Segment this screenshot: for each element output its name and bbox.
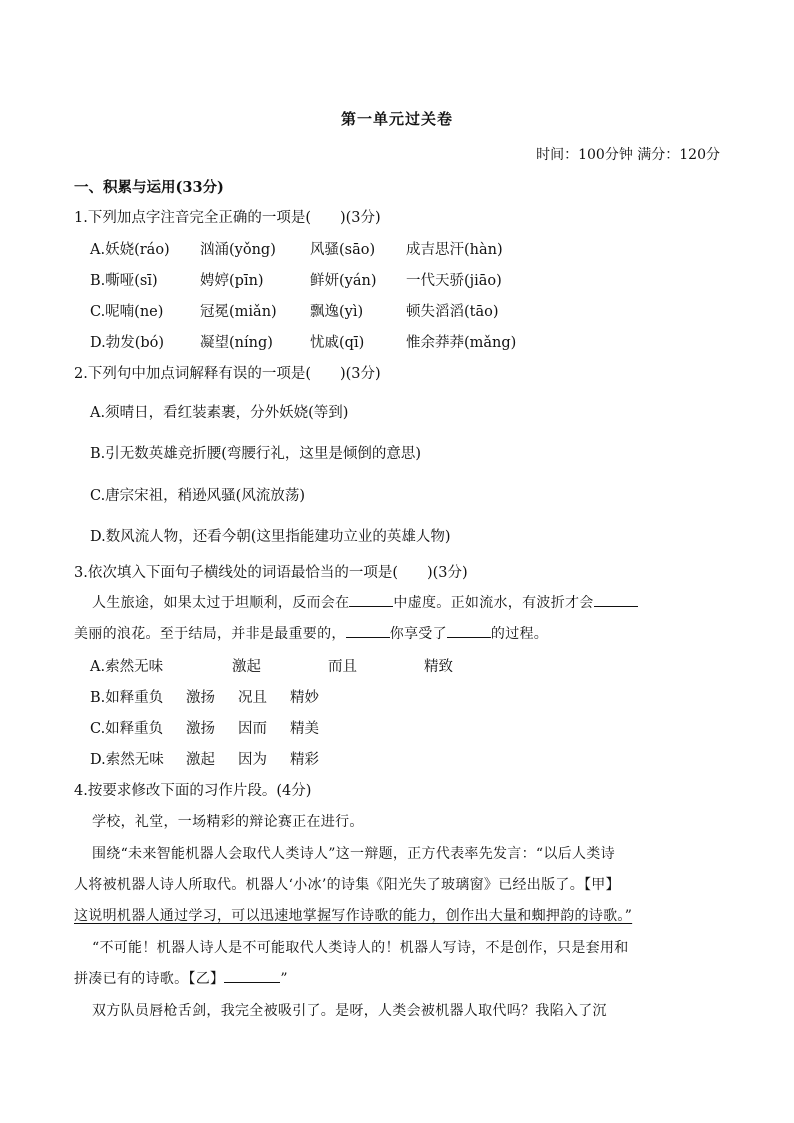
q1-d-1: D.勃发(bó) xyxy=(90,335,165,351)
question-1-stem: 1.下列加点字注音完全正确的一项是( )(3分) xyxy=(74,210,381,226)
q1-b-1: B.嘶哑(sī) xyxy=(90,273,158,289)
q4-paragraph-3-quote: ” xyxy=(280,971,288,987)
question-4-stem: 4.按要求修改下面的习作片段。(4分) xyxy=(74,783,312,799)
question-2-stem: 2.下列句中加点词解释有误的一项是( )(3分) xyxy=(74,366,381,382)
q4-paragraph-1: 学校，礼堂，一场精彩的辩论赛正在进行。 xyxy=(92,814,364,830)
q1-option-d xyxy=(90,331,516,352)
q3-b-1: B.如释重负 xyxy=(90,690,164,706)
q4-paragraph-3-text: 拼凑已有的诗歌。【乙】 xyxy=(74,971,225,987)
q4-paragraph-3-line-1: “不可能！机器人诗人是不可能取代人类诗人的！机器人写诗，不是创作，只是套用和 xyxy=(92,940,629,956)
q1-b-4: 一代天骄(jiāo) xyxy=(406,273,502,289)
q3-d-1: D.索然无味 xyxy=(90,752,164,768)
q3-passage-line-2 xyxy=(74,623,704,643)
q1-a-1: A.妖娆(ráo) xyxy=(90,242,170,258)
q3-passage-text: 美丽的浪花。至于结局，并非是最重要的， xyxy=(74,626,346,642)
fill-blank-2[interactable] xyxy=(594,594,638,607)
q3-b-3: 况且 xyxy=(238,690,267,706)
q3-a-2: 激起 xyxy=(232,659,261,675)
q3-d-4: 精彩 xyxy=(290,752,319,768)
q3-passage-text: 的过程。 xyxy=(490,626,549,642)
q1-c-3: 飘逸(yì) xyxy=(310,304,364,320)
q3-a-1: A.索然无味 xyxy=(90,659,164,675)
q3-passage-text: 中虚度。正如流水，有波折才会 xyxy=(393,595,594,611)
q4-paragraph-4: 双方队员唇枪舌剑，我完全被吸引了。是呀，人类会被机器人取代吗？我陷入了沉 xyxy=(92,1003,607,1019)
q3-a-3: 而且 xyxy=(328,659,357,675)
q1-a-2: 汹涌(yǒng) xyxy=(200,242,276,258)
q3-a-4: 精致 xyxy=(424,659,453,675)
q3-c-1: C.如释重负 xyxy=(90,721,164,737)
q1-d-3: 忧戚(qī) xyxy=(310,335,365,351)
fill-blank-4[interactable] xyxy=(447,625,491,638)
q4-paragraph-3-line-2 xyxy=(74,968,704,988)
page-title: 第一单元过关卷 xyxy=(340,110,453,128)
q1-c-4: 顿失滔滔(tāo) xyxy=(406,304,499,320)
q3-d-2: 激起 xyxy=(186,752,215,768)
fill-blank-1[interactable] xyxy=(349,594,393,607)
q1-option-b xyxy=(90,269,502,290)
q2-option-a: A.须晴日，看红装素裹，分外妖娆(等到) xyxy=(90,405,349,421)
q3-passage-text: 你享受了 xyxy=(389,626,447,642)
q1-option-c xyxy=(90,300,499,321)
q4-underlined-sentence: 这说明机器人通过学习，可以迅速地掌握写作诗歌的能力，创作出大量和蜘押韵的诗歌。” xyxy=(74,908,633,924)
q2-option-b: B.引无数英雄竞折腰(弯腰行礼，这里是倾倒的意思) xyxy=(90,446,422,462)
q1-b-3: 鲜妍(yán) xyxy=(310,273,377,289)
q4-paragraph-2-line-2: 人将被机器人诗人所取代。机器人‘小冰’的诗集《阳光失了玻璃窗》已经出版了。【甲】 xyxy=(74,877,620,893)
question-3-stem: 3.依次填入下面句子横线处的词语最恰当的一项是( )(3分) xyxy=(74,565,468,581)
q1-c-2: 冠冕(miǎn) xyxy=(200,304,277,320)
q3-c-2: 激扬 xyxy=(186,721,215,737)
fill-blank-yi[interactable] xyxy=(224,970,280,983)
q3-d-3: 因为 xyxy=(238,752,267,768)
section-heading: 一、积累与运用(33分) xyxy=(74,179,224,196)
q3-c-4: 精美 xyxy=(290,721,319,737)
q1-c-1: C.呢喃(ne) xyxy=(90,304,164,320)
q1-a-4: 成吉思汗(hàn) xyxy=(406,242,503,258)
q3-b-2: 激扬 xyxy=(186,690,215,706)
q3-option-d xyxy=(90,748,319,769)
q3-c-3: 因而 xyxy=(238,721,267,737)
q3-passage-text: 人生旅途，如果太过于坦顺利，反而会在 xyxy=(92,595,350,611)
exam-meta: 时间：100分钟 满分：120分 xyxy=(536,147,720,163)
q1-b-2: 娉婷(pīn) xyxy=(200,273,264,289)
q2-option-c: C.唐宗宋祖，稍逊风骚(风流放荡) xyxy=(90,488,305,504)
q3-option-a xyxy=(90,655,453,676)
q4-paragraph-2-line-1: 围绕“未来智能机器人会取代人类诗人”这一辩题，正方代表率先发言：“以后人类诗 xyxy=(92,846,615,862)
q1-option-a xyxy=(90,238,503,259)
q3-b-4: 精妙 xyxy=(290,690,319,706)
q1-d-4: 惟余莽莽(mǎng) xyxy=(406,335,517,351)
fill-blank-3[interactable] xyxy=(346,625,390,638)
q3-passage-line-1 xyxy=(92,592,722,612)
q2-option-d: D.数风流人物，还看今朝(这里指能建功立业的英雄人物) xyxy=(90,529,451,545)
q1-a-3: 风骚(sāo) xyxy=(310,242,376,258)
q3-option-b xyxy=(90,686,319,707)
q3-option-c xyxy=(90,717,319,738)
q1-d-2: 凝望(níng) xyxy=(200,335,273,351)
